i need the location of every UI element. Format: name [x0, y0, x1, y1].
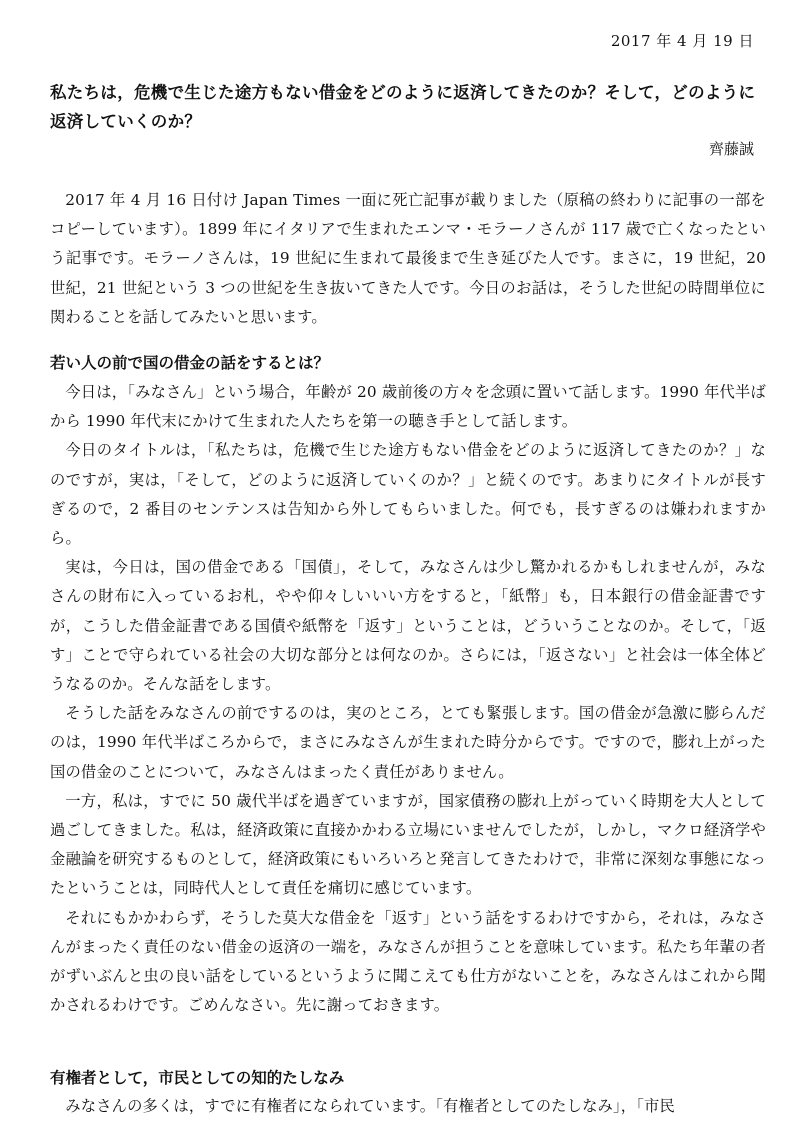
document-date: 2017 年 4 月 19 日: [610, 32, 754, 50]
paragraph: 2017 年 4 月 16 日付け Japan Times 一面に死亡記事が載りました（原稿の終わりに記事の一部をコピーしています）。1899 年にイタリアで生まれたエンマ・モラーノさんが 117 歳で亡くなったという記事です。モラーノさんは，19 世紀に生まれて最後まで生き延びた人です。まさに，19 世紀，20 世紀，21 世紀という 3 つの世紀を生き抜いてきた人です。今日のお話は，そうした世紀の時間単位に関わることを話してみたいと思います。: [50, 191, 766, 326]
paragraph: そうした話をみなさんの前でするのは，実のところ，とても緊張します。国の借金が急激に膨らんだのは，1990 年代半ばころからで，まさにみなさんが生まれた時分からです。ですので，膨れ上がった国の借金のことについて，みなさんはまったく責任がありません。: [50, 704, 766, 781]
document-title: 私たちは，危機で生じた途方もない借金をどのように返済してきたのか？そして，どのように返済していくのか？: [50, 83, 756, 131]
intro-section: [50, 186, 766, 332]
paragraph: 今日は，「みなさん」という場合，年齢が 20 歳前後の方々を念頭に置いて話します。1990 年代半ばから 1990 年代末にかけて生まれた人たちを第一の聴き手として話します。: [50, 383, 766, 431]
author-name: 齊藤誠: [708, 140, 754, 158]
paragraph: 一方，私は，すでに 50 歳代半ばを過ぎていますが，国家債務の膨れ上がっていく時期を大人として過ごしてきました。私は，経済政策に直接かかわる立場にいませんでしたが，しかし，マクロ経済学や金融論を研究するものとして，経済政策にもいろいろと発言してきたわけで，非常に深刻な事態になったということは，同時代人として責任を痛切に感じています。: [50, 791, 766, 898]
paragraph: それにもかかわらず，そうした莫大な借金を「返す」という話をするわけですから，それは，みなさんがまったく責任のない借金の返済の一端を，みなさんが担うことを意味しています。私たち年輩の者がずいぶんと虫の良い話をしているというように聞こえても仕方がないことを，みなさんはこれから聞かされるわけです。ごめんなさい。先に謝っておきます。: [50, 908, 766, 1015]
section-body: [50, 1092, 766, 1121]
paragraph: 実は，今日は，国の借金である「国債」，そして，みなさんは少し驚かれるかもしれませんが，みなさんの財布に入っているお札，やや仰々しいいい方をすると，「紙幣」も，日本銀行の借金証書ですが，こうした借金証書である国債や紙幣を「返す」ということは，どういうことなのか。そして，「返す」ことで守られている社会の大切な部分とは何なのか。さらには，「返さない」と社会は一体全体どうなるのか。そんな話をします。: [50, 558, 766, 694]
paragraph: 今日のタイトルは，「私たちは，危機で生じた途方もない借金をどのように返済してきたのか？」なのですが，実は，「そして，どのように返済していくのか？」と続くのです。あまりにタイトルが長すぎるので，2 番目のセンテンスは告知から外してもらいました。何でも，長すぎるのは嫌われますから。: [50, 441, 766, 548]
section-body: [50, 378, 766, 1020]
document-page: [50, 0, 766, 1140]
section-heading: 若い人の前で国の借金の話をするとは？: [50, 354, 330, 372]
paragraph: みなさんの多くは，すでに有権者になられています。「有権者としてのたしなみ」，「市民: [65, 1097, 675, 1115]
section-heading: 有権者として，市民としての知的たしなみ: [50, 1069, 345, 1087]
